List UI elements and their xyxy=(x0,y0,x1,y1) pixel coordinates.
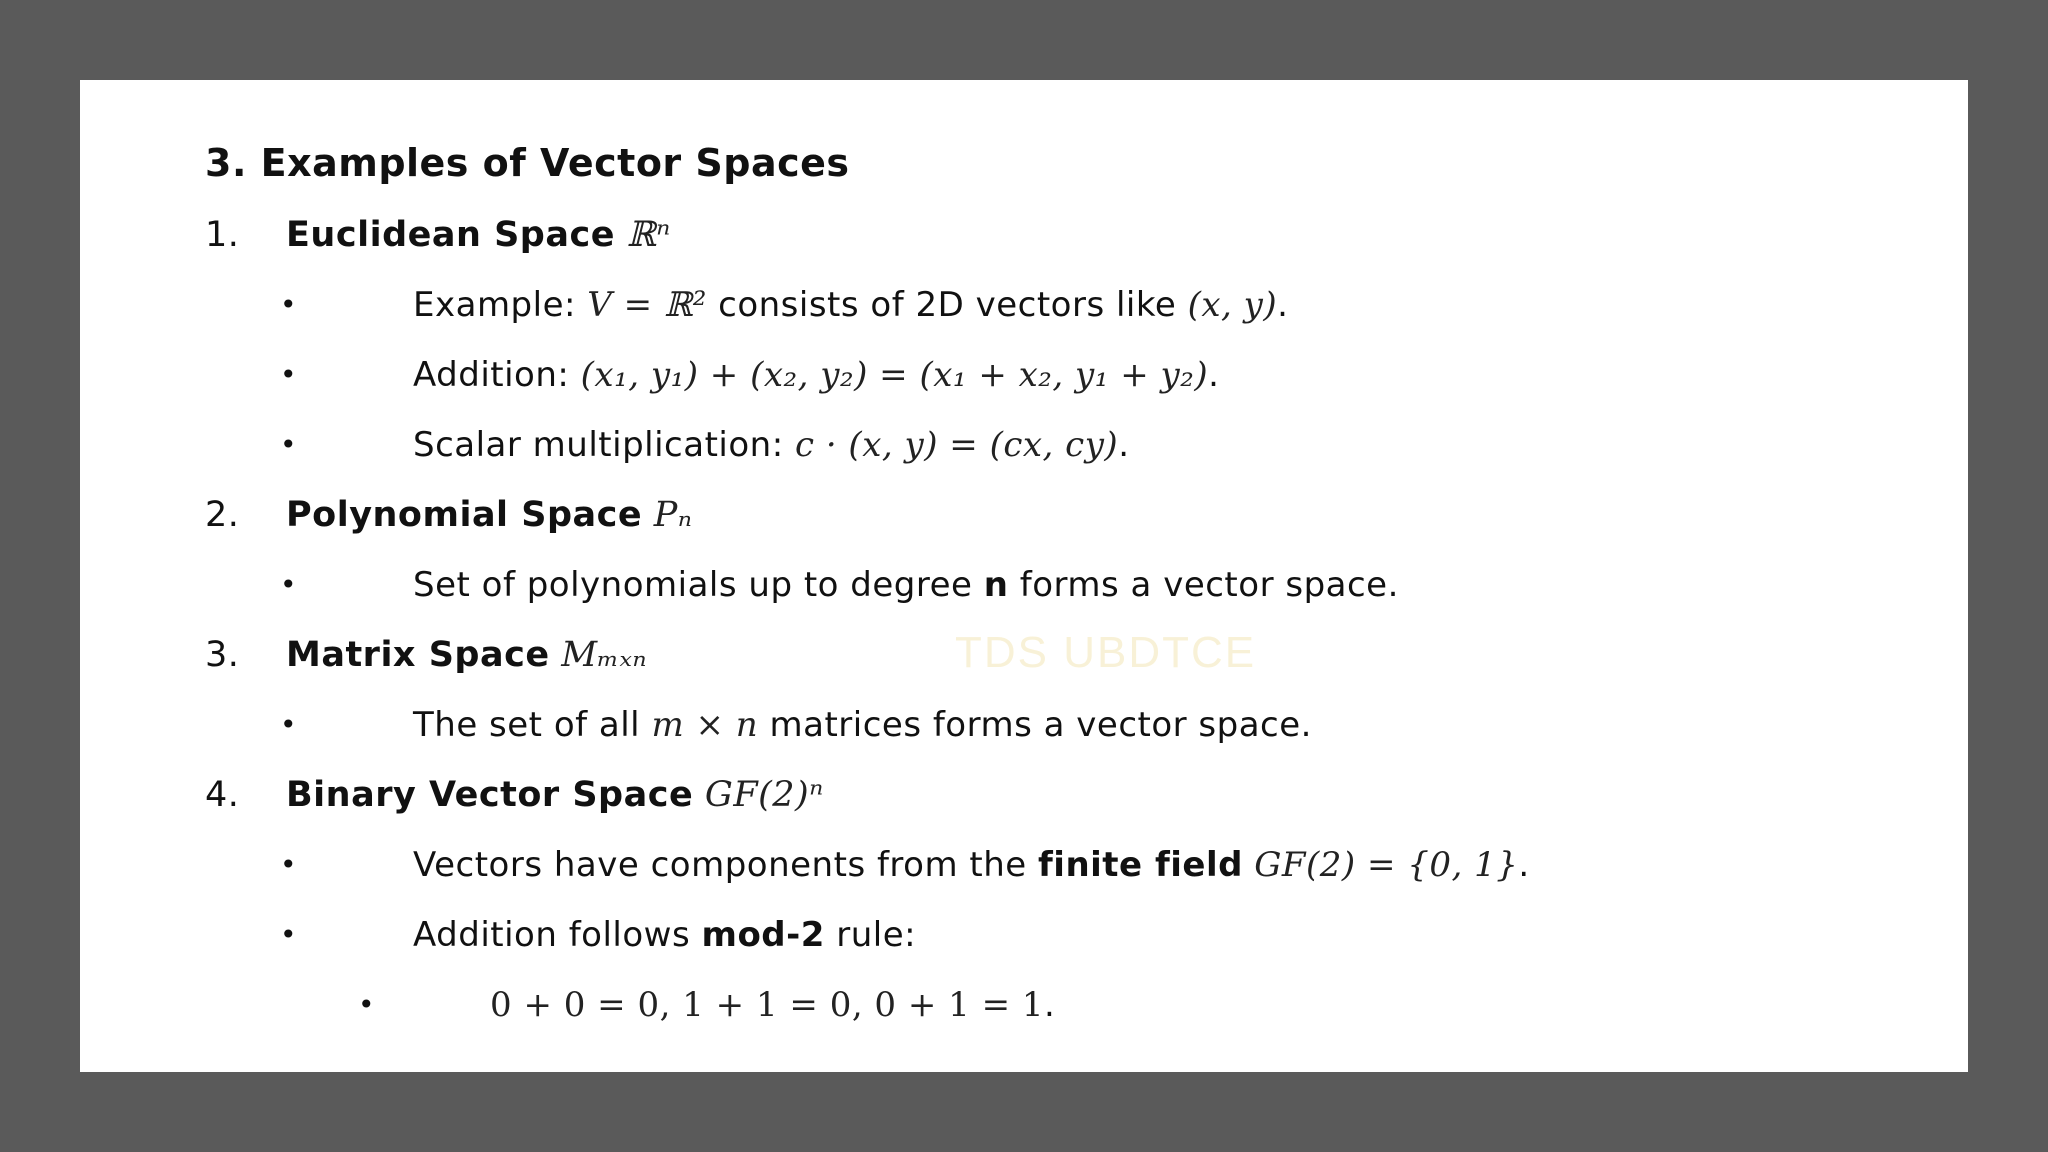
list-item-nested: • 0 + 0 = 0, 1 + 1 = 0, 0 + 1 = 1. xyxy=(205,980,1945,1030)
bullet-icon: • xyxy=(280,918,298,951)
section-title: Euclidean Space xyxy=(286,215,615,255)
list-item: • Vectors have components from the finite field GF(2) = {0, 1}. xyxy=(205,840,1945,890)
section-polynomial xyxy=(205,490,1945,540)
watermark: TDS UBDTCE xyxy=(955,628,1257,677)
list-item: • The set of all m × n matrices forms a vector space. xyxy=(205,700,1945,750)
slide xyxy=(80,80,1968,1072)
section-euclidean xyxy=(205,210,1945,260)
section-number: 2. xyxy=(205,495,240,535)
section-math: Pₙ xyxy=(653,495,693,535)
slide-content xyxy=(205,138,1945,1050)
list-item: • Addition follows mod-2 rule: xyxy=(205,910,1945,960)
list-item: • Addition: (x₁, y₁) + (x₂, y₂) = (x₁ + x₂, y₁ + y₂). xyxy=(205,350,1945,400)
section-math: ℝⁿ xyxy=(626,215,671,255)
section-number: 1. xyxy=(205,215,240,255)
section-math: GF(2)ⁿ xyxy=(704,775,824,815)
section-title: Matrix Space xyxy=(286,635,550,675)
section-binary xyxy=(205,770,1945,820)
list-item: • Scalar multiplication: c · (x, y) = (cx, cy). xyxy=(205,420,1945,470)
section-title: Polynomial Space xyxy=(286,495,643,535)
section-title: Binary Vector Space xyxy=(286,775,694,815)
page-title: 3. Examples of Vector Spaces xyxy=(205,141,850,185)
section-number: 3. xyxy=(205,635,240,675)
bullet-icon: • xyxy=(280,708,298,741)
bullet-icon: • xyxy=(280,428,298,461)
section-math: Mₘₓₙ xyxy=(561,635,648,675)
section-number: 4. xyxy=(205,775,240,815)
bullet-icon: • xyxy=(358,988,376,1021)
bullet-icon: • xyxy=(280,358,298,391)
section-matrix xyxy=(205,630,1945,680)
bullet-icon: • xyxy=(280,848,298,881)
bullet-icon: • xyxy=(280,288,298,321)
list-item: • Set of polynomials up to degree n forms a vector space. xyxy=(205,560,1945,610)
list-item: • Example: V = ℝ² consists of 2D vectors like (x, y). xyxy=(205,280,1945,330)
bullet-icon: • xyxy=(280,568,298,601)
